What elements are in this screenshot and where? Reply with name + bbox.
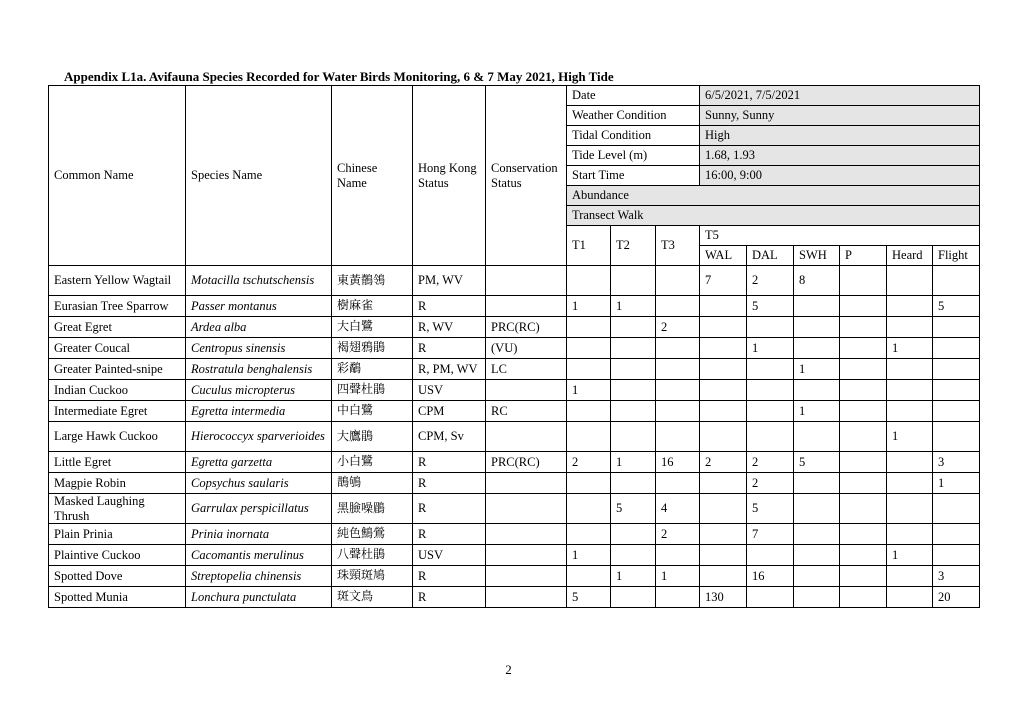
t1-count-cell	[567, 338, 611, 359]
wal-count-cell	[700, 473, 747, 494]
t1-count-cell	[567, 359, 611, 380]
t3-count-cell	[656, 422, 700, 452]
page-title: Appendix L1a. Avifauna Species Recorded for Water Birds Monitoring, 6 & 7 May 2021, High Tide	[64, 69, 614, 84]
conservation-status-cell: LC	[486, 359, 567, 380]
t2-count-cell	[611, 401, 656, 422]
t2-count-cell: 1	[611, 566, 656, 587]
swh-count-cell	[794, 422, 840, 452]
hk-status-cell: R	[413, 338, 486, 359]
condition-value: 1.68, 1.93	[700, 146, 980, 166]
hk-status-cell: PM, WV	[413, 266, 486, 296]
wal-count-cell	[700, 524, 747, 545]
flight-count-cell	[933, 266, 980, 296]
swh-count-cell	[794, 587, 840, 608]
t1-count-cell: 1	[567, 296, 611, 317]
wal-count-cell: 130	[700, 587, 747, 608]
dal-count-cell	[747, 380, 794, 401]
p-count-cell	[840, 338, 887, 359]
chinese-name-cell: 彩鷸	[332, 359, 413, 380]
swh-count-cell	[794, 380, 840, 401]
wal-count-cell	[700, 380, 747, 401]
t2-count-cell	[611, 473, 656, 494]
t1-count-cell	[567, 401, 611, 422]
t2-count-cell	[611, 524, 656, 545]
heard-count-cell	[887, 266, 933, 296]
dal-count-cell	[747, 545, 794, 566]
conservation-status-cell: RC	[486, 401, 567, 422]
table-row	[49, 422, 980, 452]
flight-count-cell	[933, 494, 980, 524]
p-count-cell	[840, 566, 887, 587]
dal-count-cell	[747, 401, 794, 422]
t5-swh-header: SWH	[794, 246, 840, 266]
chinese-name-cell: 黑臉噪鶥	[332, 494, 413, 524]
wal-count-cell	[700, 422, 747, 452]
conservation-status-cell: (VU)	[486, 338, 567, 359]
chinese-name-cell: 褐翅鴉鵑	[332, 338, 413, 359]
condition-label: Weather Condition	[567, 106, 700, 126]
condition-value: High	[700, 126, 980, 146]
species-name-cell: Prinia inornata	[186, 524, 332, 545]
heard-count-cell	[887, 452, 933, 473]
t5-wal-header: WAL	[700, 246, 747, 266]
t1-count-cell: 2	[567, 452, 611, 473]
t2-count-cell	[611, 338, 656, 359]
t2-count-cell	[611, 545, 656, 566]
dal-count-cell	[747, 587, 794, 608]
dal-count-cell	[747, 359, 794, 380]
common-name-cell: Eurasian Tree Sparrow	[49, 296, 186, 317]
p-count-cell	[840, 545, 887, 566]
p-count-cell	[840, 422, 887, 452]
condition-value: Sunny, Sunny	[700, 106, 980, 126]
hk-status-cell: CPM	[413, 401, 486, 422]
wal-count-cell	[700, 359, 747, 380]
hk-status-cell: CPM, Sv	[413, 422, 486, 452]
hk-status-cell: R, PM, WV	[413, 359, 486, 380]
chinese-name-cell: 小白鷺	[332, 452, 413, 473]
t1-count-cell	[567, 266, 611, 296]
hk-status-cell: R, WV	[413, 317, 486, 338]
species-table	[48, 85, 980, 608]
t1-count-cell: 1	[567, 545, 611, 566]
flight-count-cell	[933, 422, 980, 452]
common-name-cell: Indian Cuckoo	[49, 380, 186, 401]
condition-label: Date	[567, 86, 700, 106]
dal-count-cell: 2	[747, 266, 794, 296]
species-name-cell: Streptopelia chinensis	[186, 566, 332, 587]
species-name-cell: Egretta intermedia	[186, 401, 332, 422]
dal-count-cell: 5	[747, 296, 794, 317]
flight-count-cell: 20	[933, 587, 980, 608]
table-row	[49, 545, 980, 566]
t1-count-cell	[567, 317, 611, 338]
swh-count-cell: 8	[794, 266, 840, 296]
dal-count-cell: 2	[747, 452, 794, 473]
swh-count-cell	[794, 545, 840, 566]
table-row	[49, 401, 980, 422]
species-name-cell: Motacilla tschutschensis	[186, 266, 332, 296]
dal-count-cell	[747, 317, 794, 338]
heard-count-cell	[887, 317, 933, 338]
common-name-cell: Intermediate Egret	[49, 401, 186, 422]
flight-count-cell	[933, 524, 980, 545]
conservation-status-cell	[486, 566, 567, 587]
t2-count-cell	[611, 422, 656, 452]
hk-status-cell: R	[413, 473, 486, 494]
condition-value: 6/5/2021, 7/5/2021	[700, 86, 980, 106]
heard-count-cell	[887, 524, 933, 545]
chinese-name-cell: 四聲杜鵑	[332, 380, 413, 401]
species-name-cell: Egretta garzetta	[186, 452, 332, 473]
table-row	[49, 473, 980, 494]
species-name-cell: Copsychus saularis	[186, 473, 332, 494]
header-common-name: Common Name	[49, 86, 186, 266]
p-count-cell	[840, 317, 887, 338]
t1-count-cell: 5	[567, 587, 611, 608]
hk-status-cell: R	[413, 494, 486, 524]
conservation-status-cell	[486, 422, 567, 452]
header-chinese-name: Chinese Name	[332, 86, 413, 266]
wal-count-cell: 7	[700, 266, 747, 296]
common-name-cell: Greater Coucal	[49, 338, 186, 359]
common-name-cell: Little Egret	[49, 452, 186, 473]
t5-dal-header: DAL	[747, 246, 794, 266]
chinese-name-cell: 中白鷺	[332, 401, 413, 422]
species-name-cell: Garrulax perspicillatus	[186, 494, 332, 524]
table-row	[49, 587, 980, 608]
table-row	[49, 338, 980, 359]
p-count-cell	[840, 524, 887, 545]
species-name-cell: Lonchura punctulata	[186, 587, 332, 608]
dal-count-cell	[747, 422, 794, 452]
t2-count-cell: 5	[611, 494, 656, 524]
chinese-name-cell: 大白鷺	[332, 317, 413, 338]
swh-count-cell	[794, 338, 840, 359]
t5-heard-header: Heard	[887, 246, 933, 266]
flight-count-cell: 5	[933, 296, 980, 317]
chinese-name-cell: 八聲杜鵑	[332, 545, 413, 566]
conservation-status-cell: PRC(RC)	[486, 452, 567, 473]
p-count-cell	[840, 296, 887, 317]
condition-value: 16:00, 9:00	[700, 166, 980, 186]
flight-count-cell: 1	[933, 473, 980, 494]
common-name-cell: Spotted Dove	[49, 566, 186, 587]
common-name-cell: Magpie Robin	[49, 473, 186, 494]
t3-count-cell: 1	[656, 566, 700, 587]
t3-count-cell	[656, 338, 700, 359]
hk-status-cell: USV	[413, 545, 486, 566]
t3-count-cell	[656, 401, 700, 422]
wal-count-cell: 2	[700, 452, 747, 473]
transect-t5-header: T5	[700, 226, 980, 246]
flight-count-cell	[933, 338, 980, 359]
swh-count-cell	[794, 317, 840, 338]
abundance-label: Abundance	[567, 186, 980, 206]
conservation-status-cell	[486, 545, 567, 566]
chinese-name-cell: 大鷹鵑	[332, 422, 413, 452]
heard-count-cell	[887, 380, 933, 401]
swh-count-cell	[794, 566, 840, 587]
transect-t2-header: T2	[611, 226, 656, 266]
conservation-status-cell	[486, 494, 567, 524]
hk-status-cell: R	[413, 524, 486, 545]
species-name-cell: Cuculus micropterus	[186, 380, 332, 401]
hk-status-cell: R	[413, 452, 486, 473]
swh-count-cell	[794, 296, 840, 317]
common-name-cell: Spotted Munia	[49, 587, 186, 608]
species-name-cell: Hierococcyx sparverioides	[186, 422, 332, 452]
t3-count-cell: 2	[656, 524, 700, 545]
wal-count-cell	[700, 566, 747, 587]
chinese-name-cell: 樹麻雀	[332, 296, 413, 317]
transect-t1-header: T1	[567, 226, 611, 266]
hk-status-cell: R	[413, 566, 486, 587]
header-species-name: Species Name	[186, 86, 332, 266]
flight-count-cell	[933, 380, 980, 401]
hk-status-cell: USV	[413, 380, 486, 401]
table-row	[49, 380, 980, 401]
wal-count-cell	[700, 296, 747, 317]
p-count-cell	[840, 494, 887, 524]
t2-count-cell	[611, 317, 656, 338]
condition-label: Tidal Condition	[567, 126, 700, 146]
heard-count-cell: 1	[887, 545, 933, 566]
swh-count-cell	[794, 494, 840, 524]
t3-count-cell	[656, 359, 700, 380]
wal-count-cell	[700, 401, 747, 422]
p-count-cell	[840, 380, 887, 401]
flight-count-cell	[933, 401, 980, 422]
t3-count-cell	[656, 380, 700, 401]
t5-flight-header: Flight	[933, 246, 980, 266]
table-row	[49, 452, 980, 473]
t2-count-cell	[611, 380, 656, 401]
t3-count-cell: 16	[656, 452, 700, 473]
chinese-name-cell: 東黃鶺鴒	[332, 266, 413, 296]
conservation-status-cell	[486, 266, 567, 296]
swh-count-cell	[794, 473, 840, 494]
species-name-cell: Cacomantis merulinus	[186, 545, 332, 566]
common-name-cell: Masked Laughing Thrush	[49, 494, 186, 524]
page-number: 2	[505, 662, 512, 677]
t3-count-cell	[656, 473, 700, 494]
common-name-cell: Plaintive Cuckoo	[49, 545, 186, 566]
common-name-cell: Great Egret	[49, 317, 186, 338]
t3-count-cell	[656, 545, 700, 566]
hk-status-cell: R	[413, 587, 486, 608]
common-name-cell: Large Hawk Cuckoo	[49, 422, 186, 452]
heard-count-cell	[887, 401, 933, 422]
heard-count-cell	[887, 359, 933, 380]
conservation-status-cell	[486, 587, 567, 608]
t2-count-cell	[611, 359, 656, 380]
transect-t3-header: T3	[656, 226, 700, 266]
heard-count-cell	[887, 296, 933, 317]
header-conservation-status: Conservation Status	[486, 86, 567, 266]
transect-walk-label: Transect Walk	[567, 206, 980, 226]
t1-count-cell	[567, 524, 611, 545]
dal-count-cell: 2	[747, 473, 794, 494]
t1-count-cell	[567, 494, 611, 524]
flight-count-cell	[933, 545, 980, 566]
heard-count-cell: 1	[887, 422, 933, 452]
t1-count-cell	[567, 422, 611, 452]
table-row	[49, 317, 980, 338]
p-count-cell	[840, 266, 887, 296]
heard-count-cell	[887, 566, 933, 587]
t3-count-cell: 2	[656, 317, 700, 338]
t2-count-cell: 1	[611, 296, 656, 317]
chinese-name-cell: 斑文鳥	[332, 587, 413, 608]
hk-status-cell: R	[413, 296, 486, 317]
flight-count-cell: 3	[933, 566, 980, 587]
flight-count-cell	[933, 359, 980, 380]
p-count-cell	[840, 587, 887, 608]
t3-count-cell	[656, 266, 700, 296]
chinese-name-cell: 鵲鴝	[332, 473, 413, 494]
conservation-status-cell	[486, 524, 567, 545]
flight-count-cell: 3	[933, 452, 980, 473]
common-name-cell: Plain Prinia	[49, 524, 186, 545]
swh-count-cell	[794, 524, 840, 545]
condition-label: Start Time	[567, 166, 700, 186]
t2-count-cell	[611, 587, 656, 608]
swh-count-cell: 5	[794, 452, 840, 473]
header-row-date	[49, 86, 980, 106]
conservation-status-cell	[486, 296, 567, 317]
common-name-cell: Greater Painted-snipe	[49, 359, 186, 380]
heard-count-cell: 1	[887, 338, 933, 359]
p-count-cell	[840, 473, 887, 494]
table-row	[49, 524, 980, 545]
header-hk-status: Hong Kong Status	[413, 86, 486, 266]
conservation-status-cell	[486, 380, 567, 401]
species-name-cell: Centropus sinensis	[186, 338, 332, 359]
wal-count-cell	[700, 494, 747, 524]
species-name-cell: Ardea alba	[186, 317, 332, 338]
chinese-name-cell: 純色鷦鶯	[332, 524, 413, 545]
wal-count-cell	[700, 545, 747, 566]
species-name-cell: Rostratula benghalensis	[186, 359, 332, 380]
heard-count-cell	[887, 473, 933, 494]
table-row	[49, 266, 980, 296]
t3-count-cell: 4	[656, 494, 700, 524]
t5-p-header: P	[840, 246, 887, 266]
dal-count-cell: 5	[747, 494, 794, 524]
heard-count-cell	[887, 587, 933, 608]
common-name-cell: Eastern Yellow Wagtail	[49, 266, 186, 296]
t3-count-cell	[656, 587, 700, 608]
table-row	[49, 566, 980, 587]
t2-count-cell	[611, 266, 656, 296]
table-row	[49, 494, 980, 524]
flight-count-cell	[933, 317, 980, 338]
dal-count-cell: 16	[747, 566, 794, 587]
table-row	[49, 296, 980, 317]
t1-count-cell	[567, 473, 611, 494]
swh-count-cell: 1	[794, 359, 840, 380]
wal-count-cell	[700, 317, 747, 338]
conservation-status-cell	[486, 473, 567, 494]
t3-count-cell	[656, 296, 700, 317]
t1-count-cell: 1	[567, 380, 611, 401]
t1-count-cell	[567, 566, 611, 587]
condition-label: Tide Level (m)	[567, 146, 700, 166]
conservation-status-cell: PRC(RC)	[486, 317, 567, 338]
dal-count-cell: 1	[747, 338, 794, 359]
p-count-cell	[840, 401, 887, 422]
p-count-cell	[840, 452, 887, 473]
dal-count-cell: 7	[747, 524, 794, 545]
species-name-cell: Passer montanus	[186, 296, 332, 317]
heard-count-cell	[887, 494, 933, 524]
wal-count-cell	[700, 338, 747, 359]
table-row	[49, 359, 980, 380]
p-count-cell	[840, 359, 887, 380]
swh-count-cell: 1	[794, 401, 840, 422]
chinese-name-cell: 珠頸斑鳩	[332, 566, 413, 587]
t2-count-cell: 1	[611, 452, 656, 473]
